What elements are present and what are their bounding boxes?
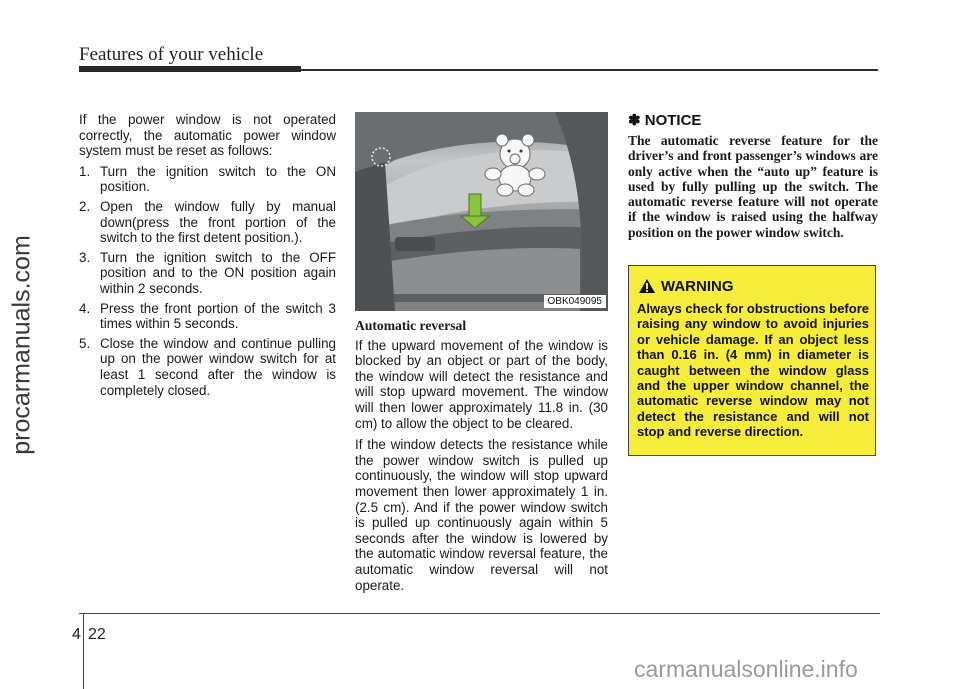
reset-steps-list [79,164,336,398]
intro-paragraph: If the power window is not operated correctly, the automatic power window system must be reset as follows: [79,112,336,159]
window-illustration [355,112,608,311]
step-text: Open the window fully by manual down(press the front portion of the switch to the first detent position.). [100,198,336,246]
reset-procedure-column [79,112,336,402]
notice-icon: ✽ [628,112,641,129]
warning-body: Always check for obstructions before raising any window to avoid injuries or vehicle damage. If an object less than 0.16 in. (4 mm) in diameter is caught between the window glass and the upper window channel, the automatic reverse window may not detect the resistance and will not stop and reverse direction. [637,301,869,440]
notice-box [628,111,878,240]
notice-heading [628,111,878,129]
section-number: 4 [72,626,81,643]
side-watermark-text: procarmanuals.com [7,235,36,455]
footer-watermark: carmanualsonline.info [634,656,858,682]
list-item [79,250,336,297]
step-number: 3. [79,249,91,265]
notice-body: The automatic reverse feature for the driver’s and front passenger’s windows are only active when the “auto up” feature is used by fully pulling up the switch. The automatic reverse feature will not operate if the window is raised using the halfway position on the power window switch. [628,133,878,240]
paragraph: If the window detects the resistance while the power window switch is pulled up continuously, the window will stop upward movement then lower approximately 1 in. (2.5 cm). And if the power window switch is pulled up continuously again within 5 seconds after the window is lowered by the automatic window reversal feature, the automatic window reversal will not operate. [355,437,608,593]
footer-divider [83,613,84,689]
step-text: Close the window and continue pulling up on the power window switch for at least 1 second after the window is completely closed. [100,335,336,398]
warning-box [628,265,876,456]
page-number: 22 [88,626,106,643]
step-text: Turn the ignition switch to the OFF position and to the ON position again within 2 seconds. [100,249,336,296]
step-text: Turn the ignition switch to the ON position. [100,163,336,195]
header-rule-thin [301,69,878,71]
step-number: 5. [79,335,91,351]
warning-triangle-icon [638,278,656,294]
side-watermark [2,175,42,515]
list-item [79,164,336,195]
footer-rule [79,613,880,614]
list-item [79,301,336,332]
header-rule-thick [79,66,301,72]
section-heading: Automatic reversal [355,318,467,333]
figure-code: OBK049095 [544,295,607,308]
page-header-title: Features of your vehicle [79,44,264,65]
paragraph: If the upward movement of the window is blocked by an object or part of the body, the window will detect the resistance and will stop upward movement. The window will then lower approximately 11.8 in. (30 cm) to allow the object to be cleared. [355,337,608,431]
list-item [79,336,336,398]
warning-heading [638,277,734,295]
step-text: Press the front portion of the switch 3 times within 5 seconds. [100,300,336,332]
auto-reversal-column [355,318,608,599]
step-number: 2. [79,198,91,214]
list-item [79,199,336,246]
window-photo [355,112,608,311]
step-number: 1. [79,163,91,179]
notice-title: NOTICE [644,112,702,129]
step-number: 4. [79,300,91,316]
warning-title: WARNING [661,277,734,295]
